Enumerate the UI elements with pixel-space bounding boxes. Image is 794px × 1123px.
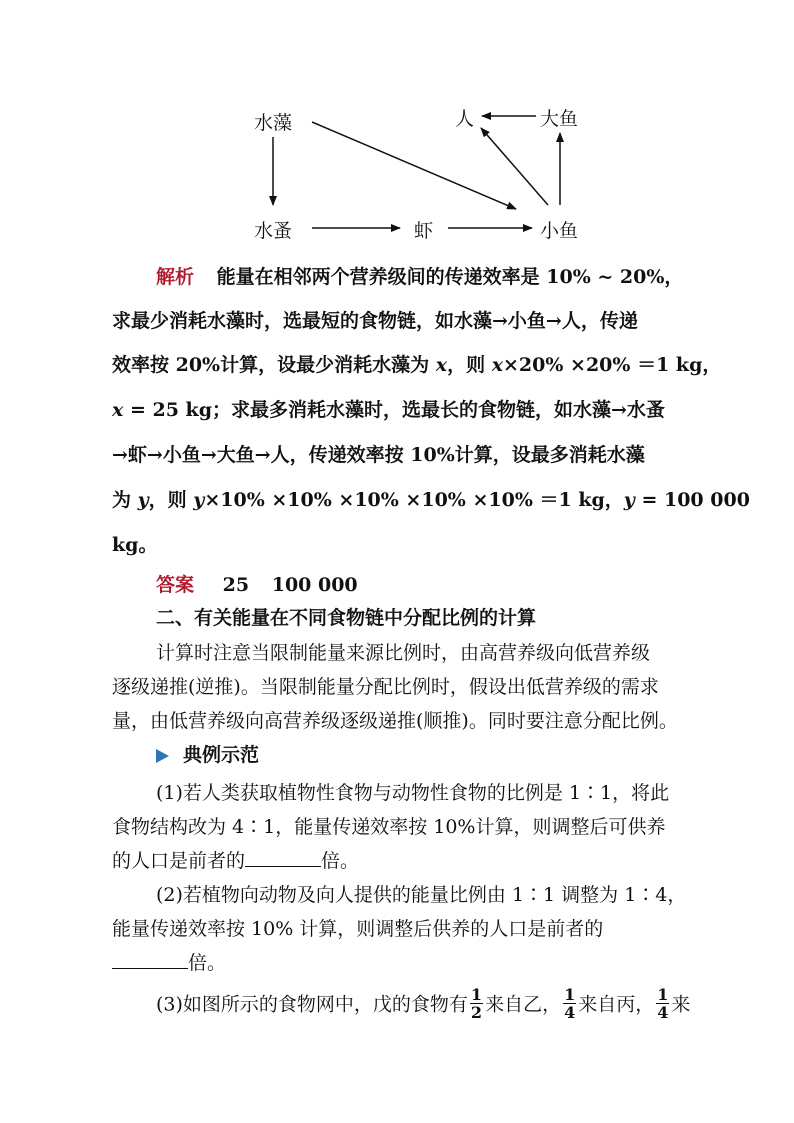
answer-value-1: 25 [222,574,250,596]
analysis-tag: 解析 [156,266,195,288]
question-2-line-1: (2)若植物向动物及向人提供的能量比例由 1∶1 调整为 1∶4， [156,884,687,906]
answer-blank-1[interactable] [245,850,321,867]
answer-value-2: 100 000 [271,574,358,596]
analysis-line-6: 为 y，则 y×10% ×10% ×10% ×10% ×10% ＝1 kg，y = 100 000 [112,489,750,511]
answer-blank-2[interactable] [112,952,188,969]
node-xiaoyu: 小鱼 [540,220,579,242]
question-2-line-2: 能量传递效率按 10% 计算，则调整后供养的人口是前者的 [112,918,604,940]
question-1-line-2: 食物结构改为 4∶1，能量传递效率按 10%计算，则调整后可供养 [112,816,666,838]
fraction-one-quarter-b: $\frac{1}{4}$ [657,985,669,1022]
node-shuiying: 水蚤 [254,220,293,242]
question-3-line-1: (3)如图所示的食物网中，戊的食物有 $\frac{1}{2}$ 来自乙， $\frac{1}{4}$ 来自丙， $\frac{1}{4}$ 来 [156,985,691,1022]
node-xia: 虾 [414,220,434,242]
analysis-line-4: x = 25 kg；求最多消耗水藻时，选最长的食物链，如水藻→水蚤 [112,399,665,421]
section-paragraph-line-3: 量，由低营养级向高营养级逐级递推(顺推)。同时要注意分配比例。 [112,710,678,732]
play-arrow-icon [156,749,169,763]
analysis-line-5: →虾→小鱼→大鱼→人，传递效率按 10%计算，设最多消耗水藻 [112,444,645,466]
analysis-line-2: 求最少消耗水藻时，选最短的食物链，如水藻→小鱼→人，传递 [112,310,638,332]
analysis-line-1: 解析 能量在相邻两个营养级间的传递效率是 10% ~ 20%， [112,262,712,289]
example-heading: 典例示范 [156,740,756,767]
section-paragraph-line-2: 逐级递推(逆推)。当限制能量分配比例时，假设出低营养级的需求 [112,676,659,698]
question-2-line-3: 倍。 [112,948,712,975]
section-paragraph-line-1: 计算时注意当限制能量来源比例时，由高营养级向低营养级 [156,642,651,664]
fraction-one-half: $\frac{1}{2}$ [470,985,483,1022]
food-web-arrows [0,0,794,250]
arrow-shuizao-to-xiaoyu [312,122,516,209]
question-1-line-1: (1)若人类获取植物性食物与动物性食物的比例是 1∶1，将此 [156,782,670,804]
node-shuizao: 水藻 [254,112,293,134]
fraction-one-quarter-a: $\frac{1}{4}$ [564,985,576,1022]
analysis-line-3: 效率按 20%计算，设最少消耗水藻为 x，则 x×20% ×20% ＝1 kg， [112,354,722,376]
answer-tag: 答案 [156,574,195,596]
arrow-xiaoyu-to-ren [481,128,548,205]
node-ren: 人 [455,108,475,130]
question-1-line-3: 的人口是前者的 倍。 [112,850,360,872]
answer-line [112,570,712,597]
analysis-line-7: kg。 [112,534,158,556]
section-title: 二、有关能量在不同食物链中分配比例的计算 [156,607,537,629]
node-dayu: 大鱼 [540,108,579,130]
food-web-diagram [0,0,794,250]
